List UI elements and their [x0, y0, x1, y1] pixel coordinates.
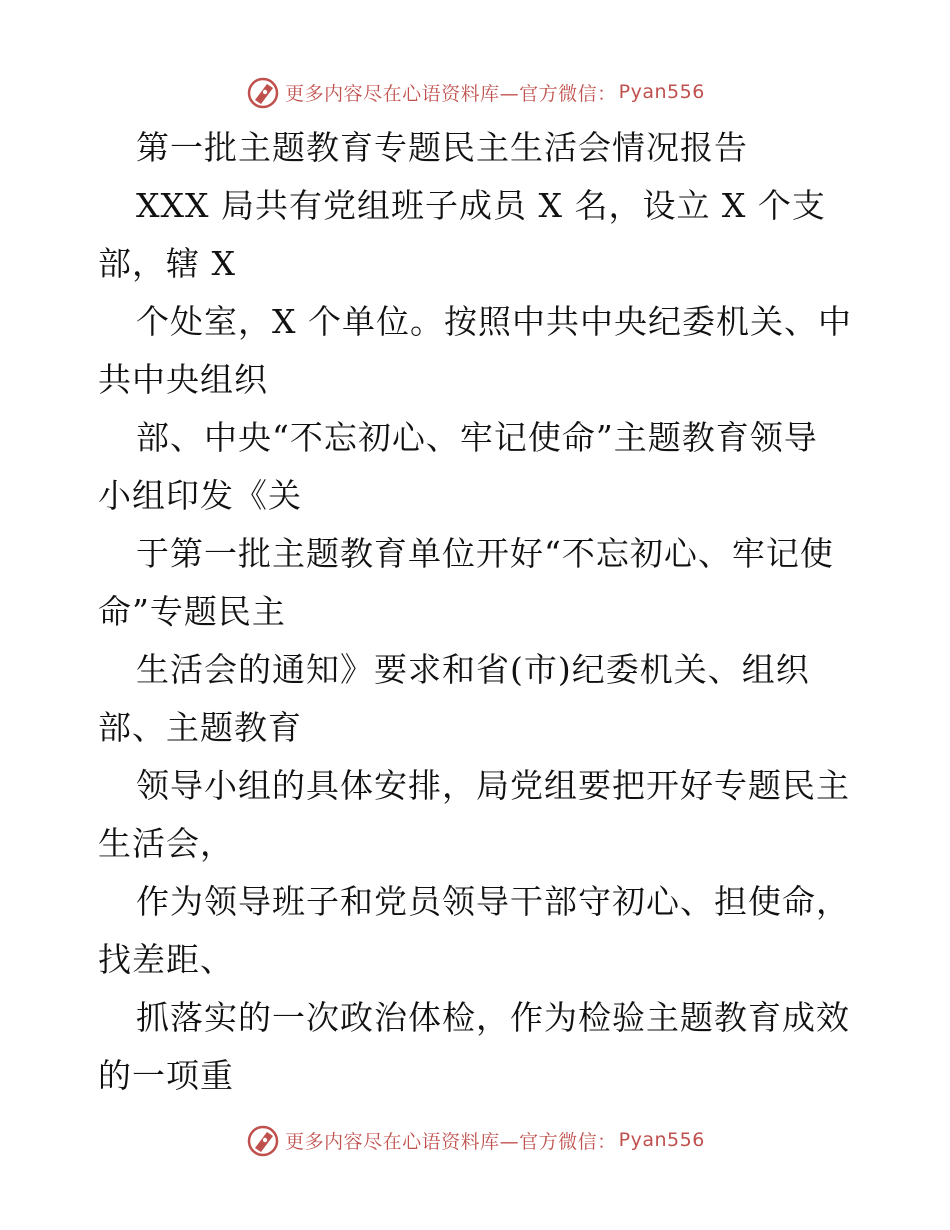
- paragraph-line: 生活会的通知》要求和省(市)纪委机关、组织: [136, 650, 810, 689]
- paragraph-line: 找差距、: [98, 940, 234, 979]
- paragraph-line: 作为领导班子和党员领导干部守初心、担使命，: [136, 882, 850, 921]
- paragraph-line: XXX 局共有党组班子成员 X 名，设立 X 个支: [136, 186, 826, 225]
- pen-nib-logo-icon: [245, 1122, 281, 1158]
- paragraph-line: 部、中央“不忘初心、牢记使命”主题教育领导: [136, 418, 818, 457]
- paragraph-line: 小组印发《关: [98, 476, 302, 515]
- paragraph-line: 生活会，: [98, 824, 234, 863]
- document-title: 第一批主题教育专题民主生活会情况报告: [136, 128, 748, 167]
- paragraph-line: 抓落实的一次政治体检，作为检验主题教育成效: [136, 998, 850, 1037]
- banner-account: Pyan556: [618, 1129, 705, 1151]
- paragraph-line: 于第一批主题教育单位开好“不忘初心、牢记使: [136, 534, 834, 573]
- paragraph-line: 部，辖 X: [98, 244, 236, 283]
- banner-text: 更多内容尽在心语资料库—官方微信：: [285, 1130, 617, 1153]
- banner-account: Pyan556: [618, 81, 705, 103]
- paragraph-line: 个处室，X 个单位。按照中共中央纪委机关、中: [136, 302, 852, 341]
- paragraph-line: 共中央组织: [98, 360, 268, 399]
- paragraph-line: 部、主题教育: [98, 708, 302, 747]
- paragraph-line: 命”专题民主: [98, 592, 286, 631]
- paragraph-line: 的一项重: [98, 1056, 234, 1095]
- paragraph-line: 领导小组的具体安排，局党组要把开好专题民主: [136, 766, 850, 805]
- header-banner: [0, 72, 950, 112]
- banner-text: 更多内容尽在心语资料库—官方微信：: [285, 82, 617, 105]
- footer-banner: [0, 1120, 950, 1160]
- pen-nib-logo-icon: [245, 74, 281, 110]
